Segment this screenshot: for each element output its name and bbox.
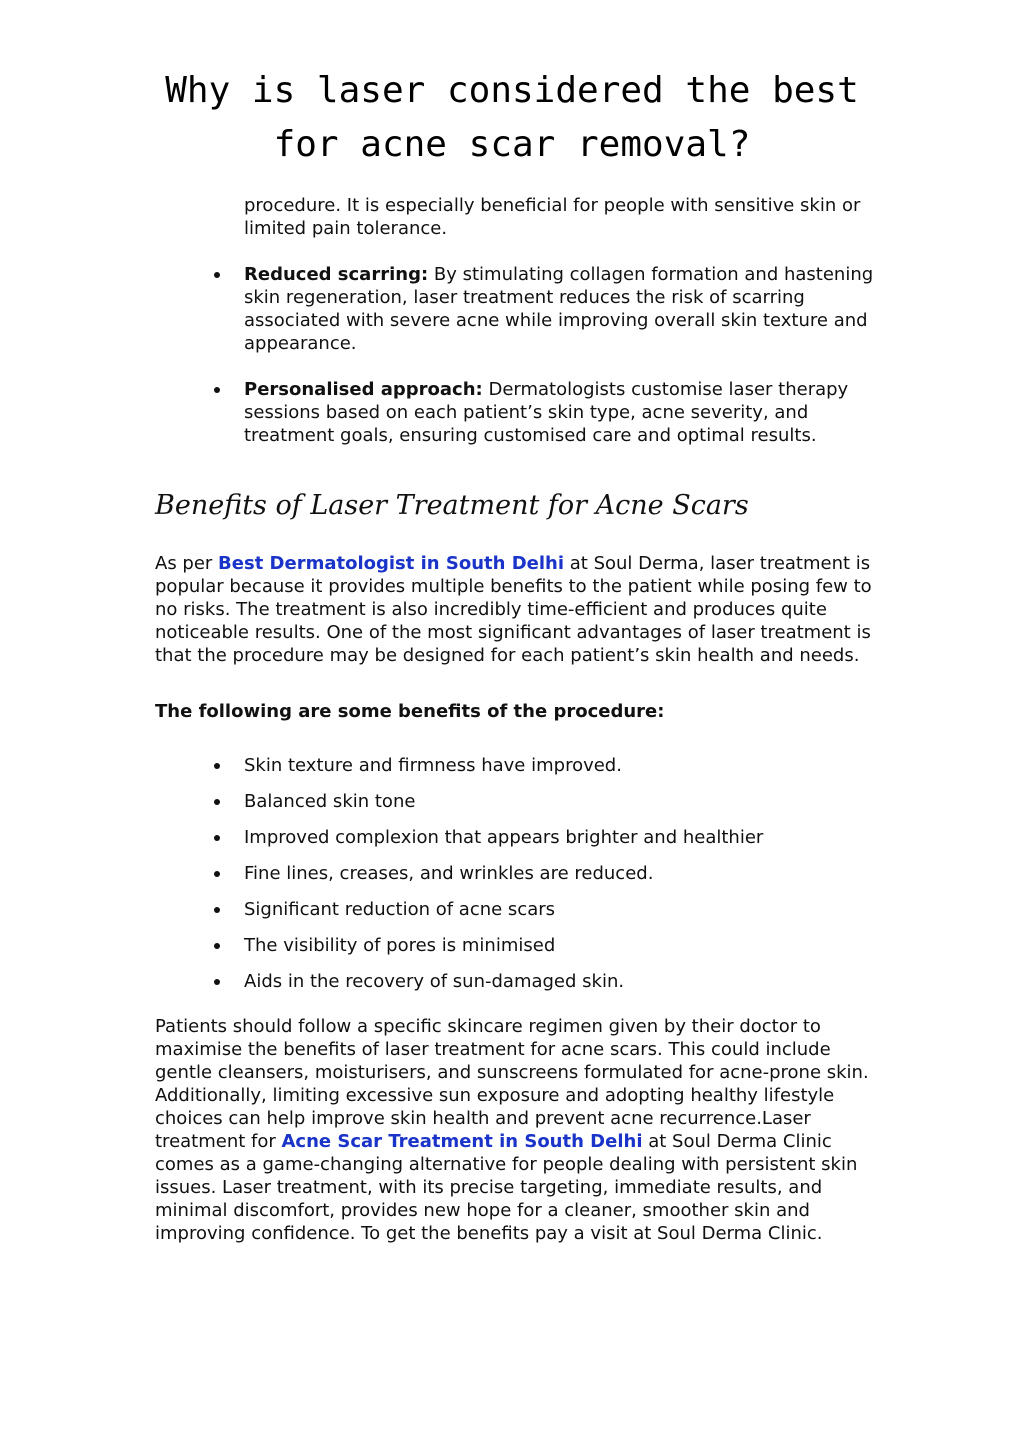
document-body <box>155 194 880 1245</box>
page-title-line-2: for acne scar removal? <box>273 124 751 165</box>
closing-text-after: at Soul Derma Clinic comes as a game-changing alternative for people dealing with persistent skin issues. Laser treatment, with its precise targeting, immediate results, and minimal discomfort, provides new hope for a cleaner, smoother skin and improving confidence. To get the benefits pay a visit at Soul Derma Clinic. <box>155 1131 858 1244</box>
intro-text-before: As per <box>155 553 219 574</box>
list-item <box>155 263 880 355</box>
list-item-text: By stimulating collagen formation and hastening skin regeneration, laser treatment reduces the risk of scarring associated with severe acne while improving overall skin texture and appearance. <box>244 264 874 354</box>
detail-list <box>155 263 880 447</box>
closing-text-before: Patients should follow a specific skincare regimen given by their doctor to maximise the benefits of laser treatment for acne scars. This could include gentle cleansers, moisturisers, and sunscreens formulated for acne-prone skin. Additionally, limiting excessive sun exposure and adopting healthy lifestyle choices can help improve skin health and prevent acne recurrence.Laser treatment for <box>155 1016 869 1152</box>
continued-paragraph: procedure. It is especially beneficial for people with sensitive skin or limited pain tolerance. <box>244 195 861 239</box>
page-title-line-1: Why is laser considered the best <box>165 70 859 111</box>
list-item: Significant reduction of acne scars <box>155 898 880 921</box>
list-item-term: Personalised approach: <box>244 379 483 400</box>
benefits-subheading: The following are some benefits of the procedure: <box>155 701 665 722</box>
list-item: Balanced skin tone <box>155 790 880 813</box>
page-title <box>0 64 1024 172</box>
list-item: Skin texture and firmness have improved. <box>155 754 880 777</box>
intro-paragraph <box>155 552 880 667</box>
list-item: Aids in the recovery of sun-damaged skin. <box>155 970 880 993</box>
list-item: Improved complexion that appears brighter and healthier <box>155 826 880 849</box>
list-item-text: Dermatologists customise laser therapy sessions based on each patient’s skin type, acne severity, and treatment goals, ensuring customised care and optimal results. <box>244 379 849 446</box>
list-item: The visibility of pores is minimised <box>155 934 880 957</box>
list-item-term: Reduced scarring: <box>244 264 429 285</box>
list-item: Fine lines, creases, and wrinkles are reduced. <box>155 862 880 885</box>
acne-scar-treatment-link[interactable]: Acne Scar Treatment in South Delhi <box>281 1131 643 1152</box>
benefits-list <box>155 754 880 993</box>
list-item <box>155 378 880 447</box>
closing-paragraph <box>155 1015 880 1245</box>
benefits-heading: Benefits of Laser Treatment for Acne Scars <box>155 490 749 521</box>
intro-text-after: at Soul Derma, laser treatment is popular because it provides multiple benefits to the patient while posing few to no risks. The treatment is also incredibly time-efficient and produces quite noticeable results. One of the most significant advantages of laser treatment is that the procedure may be designed for each patient’s skin health and needs. <box>155 553 872 666</box>
dermatologist-link[interactable]: Best Dermatologist in South Delhi <box>218 553 565 574</box>
